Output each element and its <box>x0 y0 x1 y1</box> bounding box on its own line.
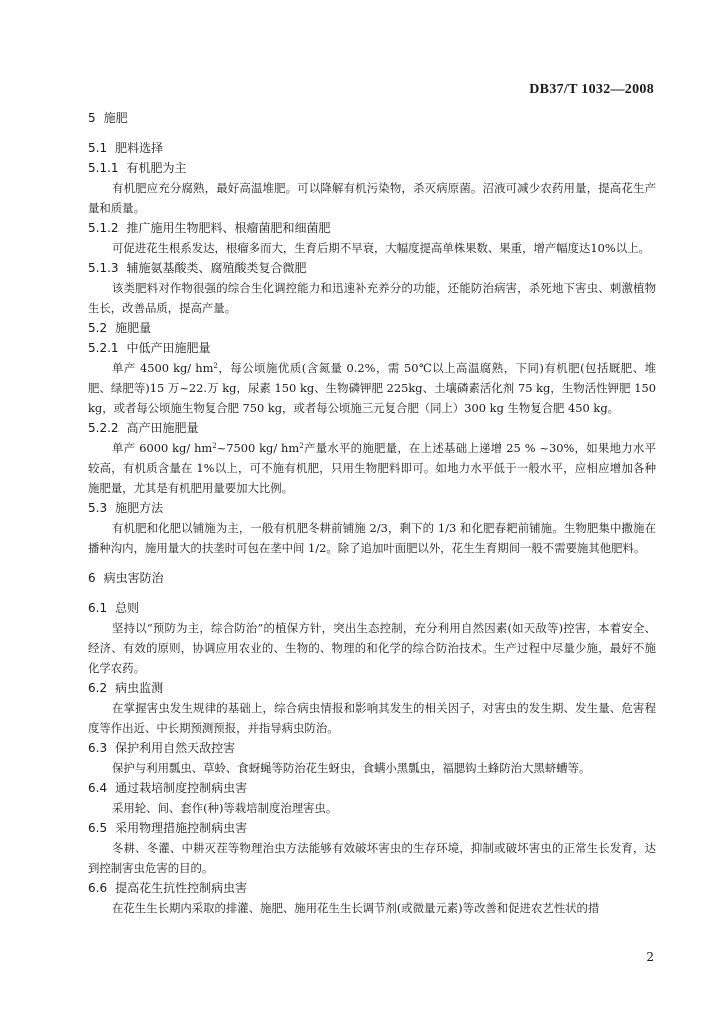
section-5-2-heading <box>88 318 656 338</box>
section-5-3-heading <box>88 498 656 518</box>
section-number: 6.1 <box>88 601 108 615</box>
section-number: 5.1.2 <box>88 221 119 235</box>
section-5-1-1-text: 有机肥应充分腐熟，最好高温堆肥。可以降解有机污染物，杀灭病原菌。沼液可减少农药用量，提高花生产量和质量。 <box>88 181 656 215</box>
superscript: 2 <box>299 442 304 450</box>
section-5-heading <box>88 108 656 128</box>
section-6-5-heading <box>88 818 656 838</box>
text-part: ~7500 kg/ hm <box>216 441 300 455</box>
section-6-6-text: 在花生生长期内采取的排灌、施肥、施用花生生长调节剂(或微量元素)等改善和促进农艺性状的措 <box>112 901 600 915</box>
section-5-1-3-heading <box>88 258 656 278</box>
section-number: 6.5 <box>88 821 108 835</box>
superscript: 2 <box>213 362 218 370</box>
superscript: 2 <box>212 442 217 450</box>
section-title: 病虫害防治 <box>103 571 164 585</box>
section-title: 高产田施肥量 <box>126 421 199 435</box>
section-5-2-1-text <box>88 358 656 418</box>
section-number: 6.2 <box>88 681 108 695</box>
section-6-2-text: 在掌握害虫发生规律的基础上，综合病虫情报和影响其发生的相关因子，对害虫的发生期、发生量、危害程度等作出近、中长期预测预报，并指导病虫防治。 <box>88 701 656 735</box>
section-5-3-text: 有机肥和化肥以铺施为主，一般有机肥冬耕前铺施 2/3，剩下的 1/3 和化肥春耙前铺施。生物肥集中撒施在播种沟内，施用量大的扶垄时可包在垄中间 1/2。除了追加叶面肥以外，花生生育期间一般不需要施其他肥料。 <box>88 521 656 555</box>
section-5-1-2-text: 可促进花生根系发达，根瘤多而大，生育后期不早衰，大幅度提高单株果数、果重，增产幅度达10%以上。 <box>112 241 650 255</box>
section-number: 5.3 <box>88 501 108 515</box>
section-title: 肥料选择 <box>115 141 164 155</box>
section-number: 5.2 <box>88 321 108 335</box>
section-title: 辅施氨基酸类、腐殖酸类复合微肥 <box>126 261 307 275</box>
section-number: 6.3 <box>88 741 108 755</box>
section-number: 5.1 <box>88 141 108 155</box>
section-5-2-2-text <box>88 438 656 498</box>
section-number: 5.1.1 <box>88 161 119 175</box>
section-title: 采用物理措施控制病虫害 <box>115 821 248 835</box>
doc-code: DB37/T 1032—2008 <box>529 82 654 97</box>
section-6-3-heading <box>88 738 656 758</box>
section-number: 5.1.3 <box>88 261 119 275</box>
section-title: 施肥 <box>103 111 128 125</box>
section-number: 5 <box>88 111 96 125</box>
section-5-1-2-heading <box>88 218 656 238</box>
section-6-6-heading <box>88 878 656 898</box>
text-part: ，每公顷施优质(含氮量 0.2%，需 50℃以上高温腐熟，下同)有机肥(包括厩肥、堆肥、绿肥等)15 万~22.万 kg，尿素 150 kg、生物磷钾肥 225kg、土壤磷素活化剂 75 kg，生物活性钾肥 150 kg，或者每公顷施生物复合肥 750 kg，或者每公顷施三元复合肥（同上）300 kg 生物复合肥 450 kg。 <box>88 361 656 415</box>
section-5-2-2-heading <box>88 418 656 438</box>
section-number: 5.2.2 <box>88 421 119 435</box>
section-6-5-text: 冬耕、冬灌、中耕灭茬等物理治虫方法能够有效破坏害虫的生存环境，抑制或破坏害虫的正常生长发育，达到控制害虫危害的目的。 <box>88 841 656 875</box>
section-title: 保护利用自然天敌控害 <box>115 741 236 755</box>
section-title: 推广施用生物肥料、根瘤菌肥和细菌肥 <box>126 221 331 235</box>
text-part: 单产 6000 kg/ hm <box>112 441 213 455</box>
section-title: 通过栽培制度控制病虫害 <box>115 781 248 795</box>
section-number: 6.4 <box>88 781 108 795</box>
text-part: 产量水平的施肥量，在上述基础上递增 25 % ~30%，如果地力水平较高，有机质含量在 1%以上，可不施有机肥，只用生物肥料即可。如地力水平低于一般水平，应相应增加各种施肥量，尤其是有机肥用量要加大比例。 <box>88 441 656 495</box>
section-6-1-text: 坚持以“预防为主，综合防治”的植保方针，突出生态控制，充分利用自然因素(如天敌等)控害，本着安全、经济、有效的原则，协调应用农业的、生物的、物理的和化学的综合防治技术。生产过程中尽量少施，最好不施化学农药。 <box>88 621 656 675</box>
section-6-3-text: 保护与利用瓢虫、草蛉、食蚜蝇等防治花生蚜虫，食螨小黑瓢虫，福腮钩土蜂防治大黑蛴螬等。 <box>112 761 591 775</box>
page-number: 2 <box>646 950 654 964</box>
section-6-heading <box>88 568 656 588</box>
section-6-4-heading <box>88 778 656 798</box>
section-title: 病虫监测 <box>115 681 164 695</box>
section-6-4-text: 采用轮、间、套作(种)等栽培制度治理害虫。 <box>112 801 338 815</box>
section-title: 提高花生抗性控制病虫害 <box>115 881 248 895</box>
section-5-2-1-heading <box>88 338 656 358</box>
section-title: 中低产田施肥量 <box>126 341 211 355</box>
document-body <box>88 108 656 918</box>
section-6-2-heading <box>88 678 656 698</box>
section-title: 有机肥为主 <box>126 161 187 175</box>
section-number: 6.6 <box>88 881 108 895</box>
section-title: 施肥方法 <box>115 501 164 515</box>
section-6-1-heading <box>88 598 656 618</box>
section-5-1-heading <box>88 138 656 158</box>
text-part: 单产 4500 kg/ hm <box>112 361 214 375</box>
section-title: 施肥量 <box>115 321 152 335</box>
section-5-1-3-text: 该类肥料对作物很强的综合生化调控能力和迅速补充养分的功能，还能防治病害，杀死地下害虫、刺激植物生长，改善品质，提高产量。 <box>88 281 656 315</box>
section-5-1-1-heading <box>88 158 656 178</box>
section-number: 5.2.1 <box>88 341 119 355</box>
section-number: 6 <box>88 571 96 585</box>
section-title: 总则 <box>115 601 140 615</box>
